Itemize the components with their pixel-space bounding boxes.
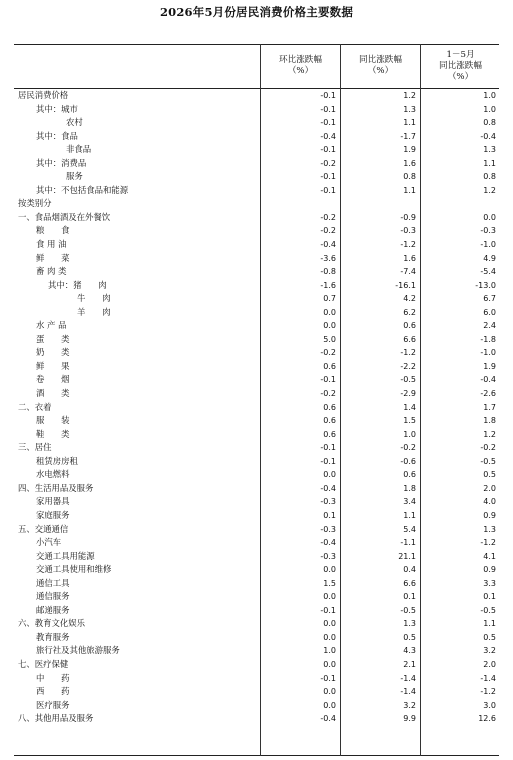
ytd-value: 12.6 [478, 714, 496, 724]
table-row [0, 306, 513, 320]
table-row [0, 333, 513, 347]
row-label: 家用器具 [36, 496, 70, 507]
yoy-value: 6.2 [403, 307, 416, 317]
header-ytd [421, 44, 500, 88]
header-mom-line2: （%） [287, 66, 314, 76]
row-label: 牛 肉 [77, 293, 111, 304]
table-row [0, 116, 513, 130]
header-ytd-line2: 同比涨跌幅 [439, 60, 482, 71]
yoy-value: 0.6 [403, 321, 416, 331]
table-row [0, 157, 513, 171]
mom-value: 0.6 [323, 361, 336, 371]
mom-value: -0.1 [320, 91, 336, 100]
mom-value: -1.6 [320, 280, 336, 290]
yoy-value: 1.5 [403, 416, 416, 426]
ytd-value: 1.7 [483, 402, 496, 412]
mom-value: 0.0 [323, 592, 336, 602]
mom-value: 0.0 [323, 470, 336, 480]
row-label: 服务 [66, 171, 83, 182]
yoy-value: -2.2 [400, 361, 416, 371]
mom-value: -0.1 [320, 185, 336, 195]
table-row [0, 577, 513, 591]
yoy-value: 4.3 [403, 646, 416, 656]
row-label: 西 药 [36, 686, 70, 697]
row-label: 非食品 [66, 144, 92, 155]
ytd-value: -1.0 [480, 348, 496, 358]
row-label: 六、教育文化娱乐 [18, 618, 85, 629]
row-label: 交通工具使用和维修 [36, 564, 112, 575]
mom-value: -0.4 [320, 240, 336, 250]
yoy-value: -1.1 [400, 538, 416, 548]
row-label: 二、衣着 [18, 401, 52, 412]
yoy-value: 3.4 [403, 497, 416, 507]
ytd-value: 1.0 [483, 104, 496, 114]
table-row [0, 604, 513, 618]
table-body [0, 89, 513, 726]
ytd-value: 1.1 [483, 158, 496, 168]
mom-value: 5.0 [323, 334, 336, 344]
table-row [0, 644, 513, 658]
yoy-value: 6.6 [403, 334, 416, 344]
yoy-value: -0.3 [400, 226, 416, 236]
table-row [0, 441, 513, 455]
ytd-value: 1.2 [483, 185, 496, 195]
ytd-value: 1.1 [483, 619, 496, 629]
row-label: 其中：城市 [36, 103, 78, 114]
row-label: 旅行社及其他旅游服务 [36, 645, 120, 656]
row-label: 五、交通通信 [18, 523, 69, 534]
ytd-value: 2.0 [483, 483, 496, 493]
yoy-value: -1.2 [400, 348, 416, 358]
mom-value: -0.4 [320, 131, 336, 141]
ytd-value: -0.2 [480, 443, 496, 453]
table-row [0, 346, 513, 360]
ytd-value: -0.4 [480, 375, 496, 385]
table-row [0, 414, 513, 428]
table-row [0, 292, 513, 306]
ytd-value: -0.4 [480, 131, 496, 141]
ytd-value: 4.1 [483, 551, 496, 561]
header-yoy-line2: （%） [367, 66, 394, 76]
row-label: 家庭服务 [36, 509, 70, 520]
table-row [0, 712, 513, 726]
row-label: 水电燃料 [36, 469, 70, 480]
yoy-value: 1.8 [403, 483, 416, 493]
yoy-value: 0.1 [403, 592, 416, 602]
yoy-value: 1.2 [403, 91, 416, 100]
yoy-value: -0.9 [400, 212, 416, 222]
mom-value: 0.0 [323, 632, 336, 642]
mom-value: -0.4 [320, 538, 336, 548]
table-row [0, 401, 513, 415]
yoy-value: 1.1 [403, 118, 416, 128]
mom-value: 0.0 [323, 687, 336, 697]
table-row [0, 170, 513, 184]
mom-value: 1.0 [323, 646, 336, 656]
ytd-value: 1.9 [483, 361, 496, 371]
row-label: 通信工具 [36, 577, 70, 588]
ytd-value: 0.9 [483, 565, 496, 575]
yoy-value: 1.6 [403, 158, 416, 168]
row-label: 水 产 品 [36, 320, 67, 331]
mom-value: 1.5 [323, 578, 336, 588]
row-label: 按类别分 [18, 198, 52, 209]
yoy-value: 0.5 [403, 632, 416, 642]
ytd-value: -0.5 [480, 456, 496, 466]
table-row [0, 238, 513, 252]
yoy-value: 1.4 [403, 402, 416, 412]
table-row [0, 428, 513, 442]
header-yoy [341, 44, 420, 88]
mom-value: -0.3 [320, 497, 336, 507]
yoy-value: -1.4 [400, 673, 416, 683]
mom-value: 0.7 [323, 294, 336, 304]
header-mom-line1: 环比涨跌幅 [279, 55, 322, 65]
yoy-value: -1.2 [400, 240, 416, 250]
header-mom [261, 44, 340, 88]
yoy-value: 2.1 [403, 659, 416, 669]
table-row [0, 184, 513, 198]
yoy-value: 6.6 [403, 578, 416, 588]
ytd-value: 6.0 [483, 307, 496, 317]
mom-value: 0.0 [323, 321, 336, 331]
ytd-value: -1.4 [480, 673, 496, 683]
yoy-value: -0.6 [400, 456, 416, 466]
table-row [0, 319, 513, 333]
table-row [0, 455, 513, 469]
ytd-value: -5.4 [480, 267, 496, 277]
mom-value: -0.1 [320, 118, 336, 128]
header-ytd-line3: （%） [447, 71, 474, 82]
ytd-value: -1.0 [480, 240, 496, 250]
row-label: 其中：食品 [36, 130, 78, 141]
row-label: 农村 [66, 117, 83, 128]
ytd-value: -1.2 [480, 538, 496, 548]
ytd-value: 4.0 [483, 497, 496, 507]
ytd-value: -1.8 [480, 334, 496, 344]
ytd-value: -0.3 [480, 226, 496, 236]
ytd-value: 0.8 [483, 118, 496, 128]
ytd-value: 1.3 [483, 524, 496, 534]
mom-value: -0.1 [320, 456, 336, 466]
row-label: 其中：消费品 [36, 157, 87, 168]
row-label: 邮递服务 [36, 604, 70, 615]
mom-value: -0.4 [320, 714, 336, 724]
ytd-value: 1.8 [483, 416, 496, 426]
table-row [0, 658, 513, 672]
row-label: 八、其他用品及服务 [18, 713, 94, 724]
yoy-value: -1.4 [400, 687, 416, 697]
ytd-value: -13.0 [475, 280, 496, 290]
mom-value: 0.0 [323, 307, 336, 317]
yoy-value: 1.6 [403, 253, 416, 263]
row-label: 居民消费价格 [18, 90, 69, 100]
table-row [0, 224, 513, 238]
mom-value: -0.1 [320, 605, 336, 615]
table-row [0, 672, 513, 686]
mom-value: 0.6 [323, 429, 336, 439]
mom-value: -0.1 [320, 104, 336, 114]
row-label: 鞋 类 [36, 428, 70, 439]
mom-value: -0.2 [320, 348, 336, 358]
yoy-value: 1.9 [403, 145, 416, 155]
page-title: 2026年5月份居民消费价格主要数据 [159, 5, 354, 19]
table-row [0, 197, 513, 211]
row-label: 羊 肉 [77, 306, 111, 317]
ytd-value: 3.0 [483, 700, 496, 710]
table-row [0, 279, 513, 293]
mom-value: 0.0 [323, 659, 336, 669]
table-row [0, 265, 513, 279]
table-row [0, 387, 513, 401]
row-label: 粮 食 [36, 225, 70, 236]
mom-value: -0.1 [320, 443, 336, 453]
table-row [0, 495, 513, 509]
mom-value: 0.0 [323, 700, 336, 710]
row-label: 七、医疗保健 [18, 658, 69, 669]
ytd-value: 0.5 [483, 470, 496, 480]
row-label: 三、居住 [18, 442, 52, 453]
mom-value: 0.0 [323, 619, 336, 629]
ytd-value: 4.9 [483, 253, 496, 263]
row-label: 其中：猪 肉 [48, 279, 107, 290]
row-label: 租赁房房租 [36, 455, 78, 466]
table-row [0, 360, 513, 374]
table-row [0, 699, 513, 713]
row-label: 通信服务 [36, 591, 70, 602]
mom-value: -0.3 [320, 524, 336, 534]
ytd-value: 1.2 [483, 429, 496, 439]
mom-value: -0.2 [320, 226, 336, 236]
mom-value: -0.1 [320, 172, 336, 182]
mom-value: 0.6 [323, 402, 336, 412]
table-row [0, 590, 513, 604]
yoy-value: 9.9 [403, 714, 416, 724]
yoy-value: 1.3 [403, 104, 416, 114]
ytd-value: 0.0 [483, 212, 496, 222]
mom-value: -0.1 [320, 673, 336, 683]
mom-value: -0.1 [320, 145, 336, 155]
row-label: 畜 肉 类 [36, 266, 67, 277]
row-label: 交通工具用能源 [36, 550, 95, 561]
row-label: 酒 类 [36, 388, 70, 399]
yoy-value: -0.5 [400, 375, 416, 385]
yoy-value: -16.1 [395, 280, 416, 290]
table-row [0, 130, 513, 144]
yoy-value: 1.0 [403, 429, 416, 439]
table-row [0, 373, 513, 387]
table-row [0, 523, 513, 537]
row-label: 医疗服务 [36, 699, 70, 710]
table-row [0, 482, 513, 496]
yoy-value: -0.2 [400, 443, 416, 453]
table-row [0, 685, 513, 699]
ytd-value: -2.6 [480, 389, 496, 399]
table-row [0, 89, 513, 103]
row-label: 奶 类 [36, 347, 70, 358]
mom-value: -0.4 [320, 483, 336, 493]
ytd-value: 3.3 [483, 578, 496, 588]
row-label: 食 用 油 [36, 239, 67, 250]
row-label: 四、生活用品及服务 [18, 482, 94, 493]
yoy-value: 0.4 [403, 565, 416, 575]
ytd-value: 6.7 [483, 294, 496, 304]
table-row [0, 631, 513, 645]
table-bottom-rule [14, 755, 499, 756]
ytd-value: 1.3 [483, 145, 496, 155]
ytd-value: 0.1 [483, 592, 496, 602]
table-row [0, 211, 513, 225]
table-row [0, 563, 513, 577]
yoy-value: 4.2 [403, 294, 416, 304]
table-row [0, 468, 513, 482]
yoy-value: -7.4 [400, 267, 416, 277]
yoy-value: 21.1 [398, 551, 416, 561]
yoy-value: 3.2 [403, 700, 416, 710]
header-ytd-line1: 1－5月 [446, 49, 475, 60]
ytd-value: 2.4 [483, 321, 496, 331]
ytd-value: 2.0 [483, 659, 496, 669]
mom-value: -0.2 [320, 158, 336, 168]
ytd-value: 1.0 [483, 91, 496, 100]
row-label: 一、食品烟酒及在外餐饮 [18, 211, 111, 222]
ytd-value: 0.9 [483, 510, 496, 520]
mom-value: -0.2 [320, 389, 336, 399]
row-label: 服 装 [36, 415, 70, 426]
table-row [0, 252, 513, 266]
row-label: 教育服务 [36, 631, 70, 642]
yoy-value: 1.3 [403, 619, 416, 629]
mom-value: -0.2 [320, 212, 336, 222]
yoy-value: -2.9 [400, 389, 416, 399]
header-yoy-line1: 同比涨跌幅 [359, 55, 402, 65]
mom-value: 0.0 [323, 565, 336, 575]
yoy-value: -1.7 [400, 131, 416, 141]
mom-value: 0.6 [323, 416, 336, 426]
table-row [0, 536, 513, 550]
ytd-value: -1.2 [480, 687, 496, 697]
row-label: 鲜 果 [36, 360, 70, 371]
yoy-value: 1.1 [403, 185, 416, 195]
row-label: 鲜 菜 [36, 252, 70, 263]
table-row [0, 103, 513, 117]
row-label: 卷 烟 [36, 374, 70, 385]
table-row [0, 143, 513, 157]
yoy-value: 0.8 [403, 172, 416, 182]
yoy-value: 1.1 [403, 510, 416, 520]
table-row [0, 617, 513, 631]
mom-value: -3.6 [320, 253, 336, 263]
row-label: 小汽车 [36, 537, 62, 548]
ytd-value: 0.8 [483, 172, 496, 182]
yoy-value: 5.4 [403, 524, 416, 534]
mom-value: -0.3 [320, 551, 336, 561]
mom-value: 0.1 [323, 510, 336, 520]
table-row [0, 550, 513, 564]
row-label: 中 药 [36, 672, 70, 683]
mom-value: -0.1 [320, 375, 336, 385]
row-label: 其中：不包括食品和能源 [36, 184, 129, 195]
mom-value: -0.8 [320, 267, 336, 277]
table-row [0, 509, 513, 523]
ytd-value: 0.5 [483, 632, 496, 642]
row-label: 蛋 类 [36, 333, 70, 344]
yoy-value: 0.6 [403, 470, 416, 480]
yoy-value: -0.5 [400, 605, 416, 615]
ytd-value: 3.2 [483, 646, 496, 656]
ytd-value: -0.5 [480, 605, 496, 615]
